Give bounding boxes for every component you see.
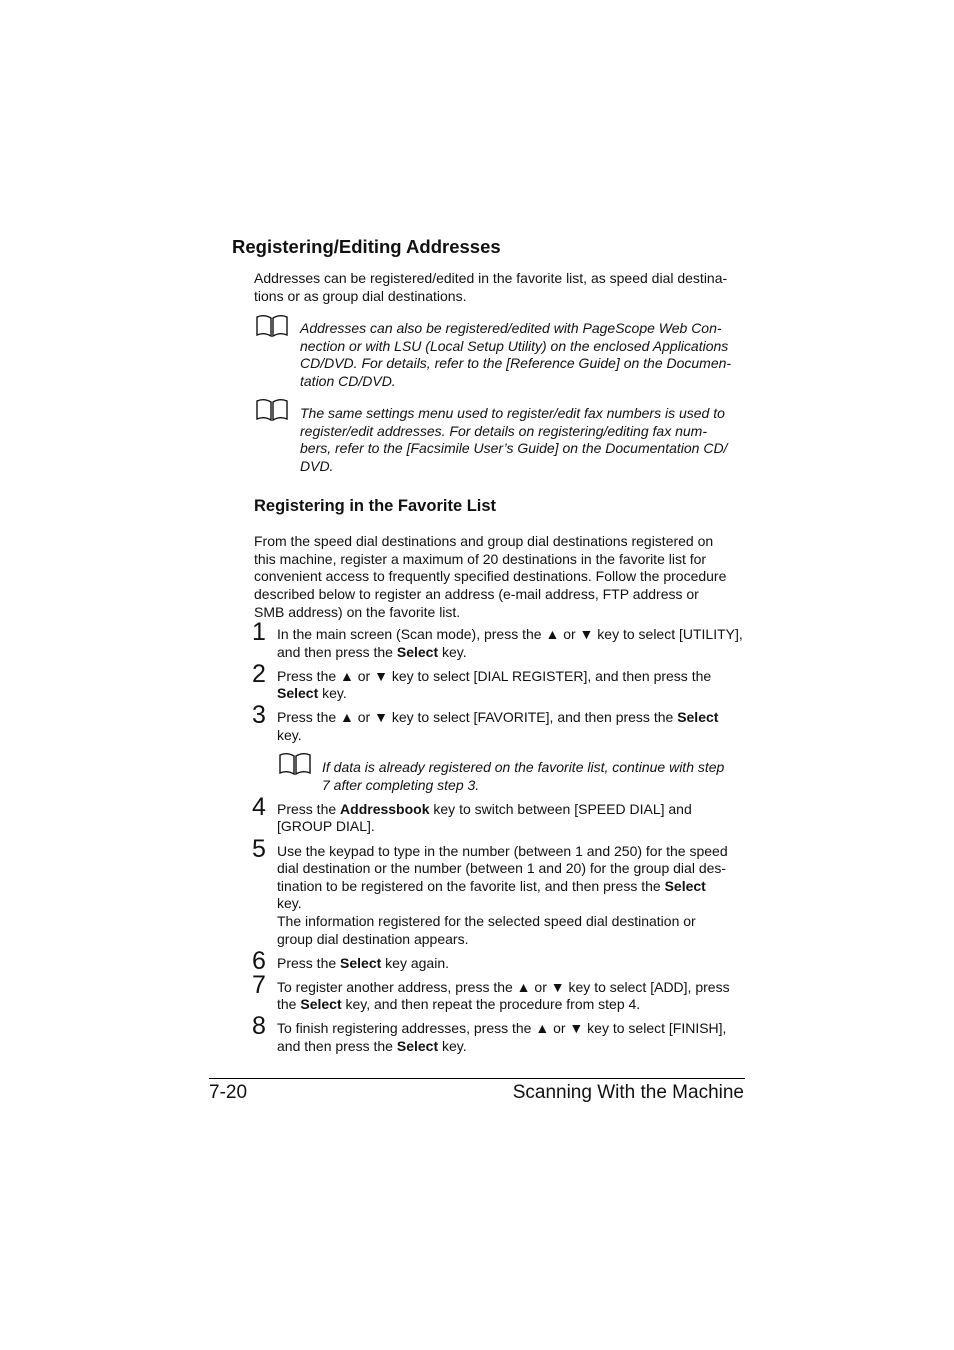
step-line: [GROUP DIAL]. <box>277 818 375 834</box>
step-line: dial destination or the number (between 1 and 20) for the group dial des- <box>277 860 727 876</box>
step-line: To register another address, press the ▲ or ▼ key to select [ADD], press <box>277 979 730 995</box>
step-line: In the main screen (Scan mode), press the ▲ or ▼ key to select [UTILITY], <box>277 626 743 642</box>
step-line: Press the ▲ or ▼ key to select [FAVORITE], and then press the Select <box>277 709 719 725</box>
book-note-icon <box>255 314 289 338</box>
footer-divider <box>209 1078 745 1079</box>
step-line: Press the Select key again. <box>277 955 449 971</box>
para-line: convenient access to frequently specified destinations. Follow the procedure <box>254 568 727 584</box>
page-heading: Registering/Editing Addresses <box>232 236 501 257</box>
para-line: SMB address) on the favorite list. <box>254 604 461 620</box>
step-line: group dial destination appears. <box>277 931 469 947</box>
note-line: 7 after completing step 3. <box>322 777 480 793</box>
step-line: key. <box>277 895 302 911</box>
note-line: CD/DVD. For details, refer to the [Reference Guide] on the Documen- <box>300 355 732 371</box>
para-line: From the speed dial destinations and group dial destinations registered on <box>254 533 714 549</box>
step-number: 2 <box>252 660 266 688</box>
note-line: DVD. <box>300 458 334 474</box>
step-line: To finish registering addresses, press the ▲ or ▼ key to select [FINISH], <box>277 1020 727 1036</box>
intro-line: Addresses can be registered/edited in the favorite list, as speed dial destina- <box>254 270 728 286</box>
chapter-title: Scanning With the Machine <box>512 1082 744 1103</box>
para-line: this machine, register a maximum of 20 destinations in the favorite list for <box>254 551 707 567</box>
step-line: Use the keypad to type in the number (between 1 and 250) for the speed <box>277 843 728 859</box>
step-line: and then press the Select key. <box>277 1038 467 1054</box>
book-note-icon <box>278 752 312 776</box>
note-line: tation CD/DVD. <box>300 373 396 389</box>
step-line: Press the ▲ or ▼ key to select [DIAL REGISTER], and then press the <box>277 668 712 684</box>
step-number: 6 <box>252 947 266 975</box>
intro-line: tions or as group dial destinations. <box>254 288 467 304</box>
note-line: The same settings menu used to register/edit fax numbers is used to <box>300 405 725 421</box>
step-number: 4 <box>252 793 266 821</box>
page-number: 7-20 <box>209 1082 248 1103</box>
step-line: and then press the Select key. <box>277 644 467 660</box>
step-number: 1 <box>252 618 266 646</box>
step-line: Press the Addressbook key to switch between [SPEED DIAL] and <box>277 801 692 817</box>
para-line: described below to register an address (e-mail address, FTP address or <box>254 586 699 602</box>
step-number: 7 <box>252 971 266 999</box>
note-line: Addresses can also be registered/edited with PageScope Web Con- <box>300 320 722 336</box>
note-line: nection or with LSU (Local Setup Utility) on the enclosed Applications <box>300 338 729 354</box>
note-line: register/edit addresses. For details on registering/editing fax num- <box>300 423 707 439</box>
step-line: Select key. <box>277 685 347 701</box>
note-line: bers, refer to the [Facsimile User’s Guide] on the Documentation CD/ <box>300 440 728 456</box>
book-note-icon <box>255 398 289 422</box>
section-subheading: Registering in the Favorite List <box>254 497 497 515</box>
step-line: The information registered for the selected speed dial destination or <box>277 913 696 929</box>
step-line: key. <box>277 727 302 743</box>
note-line: If data is already registered on the favorite list, continue with step <box>322 759 725 775</box>
step-number: 8 <box>252 1012 266 1040</box>
step-line: tination to be registered on the favorite list, and then press the Select <box>277 878 706 894</box>
step-number: 5 <box>252 835 266 863</box>
step-number: 3 <box>252 701 266 729</box>
step-line: the Select key, and then repeat the procedure from step 4. <box>277 996 641 1012</box>
